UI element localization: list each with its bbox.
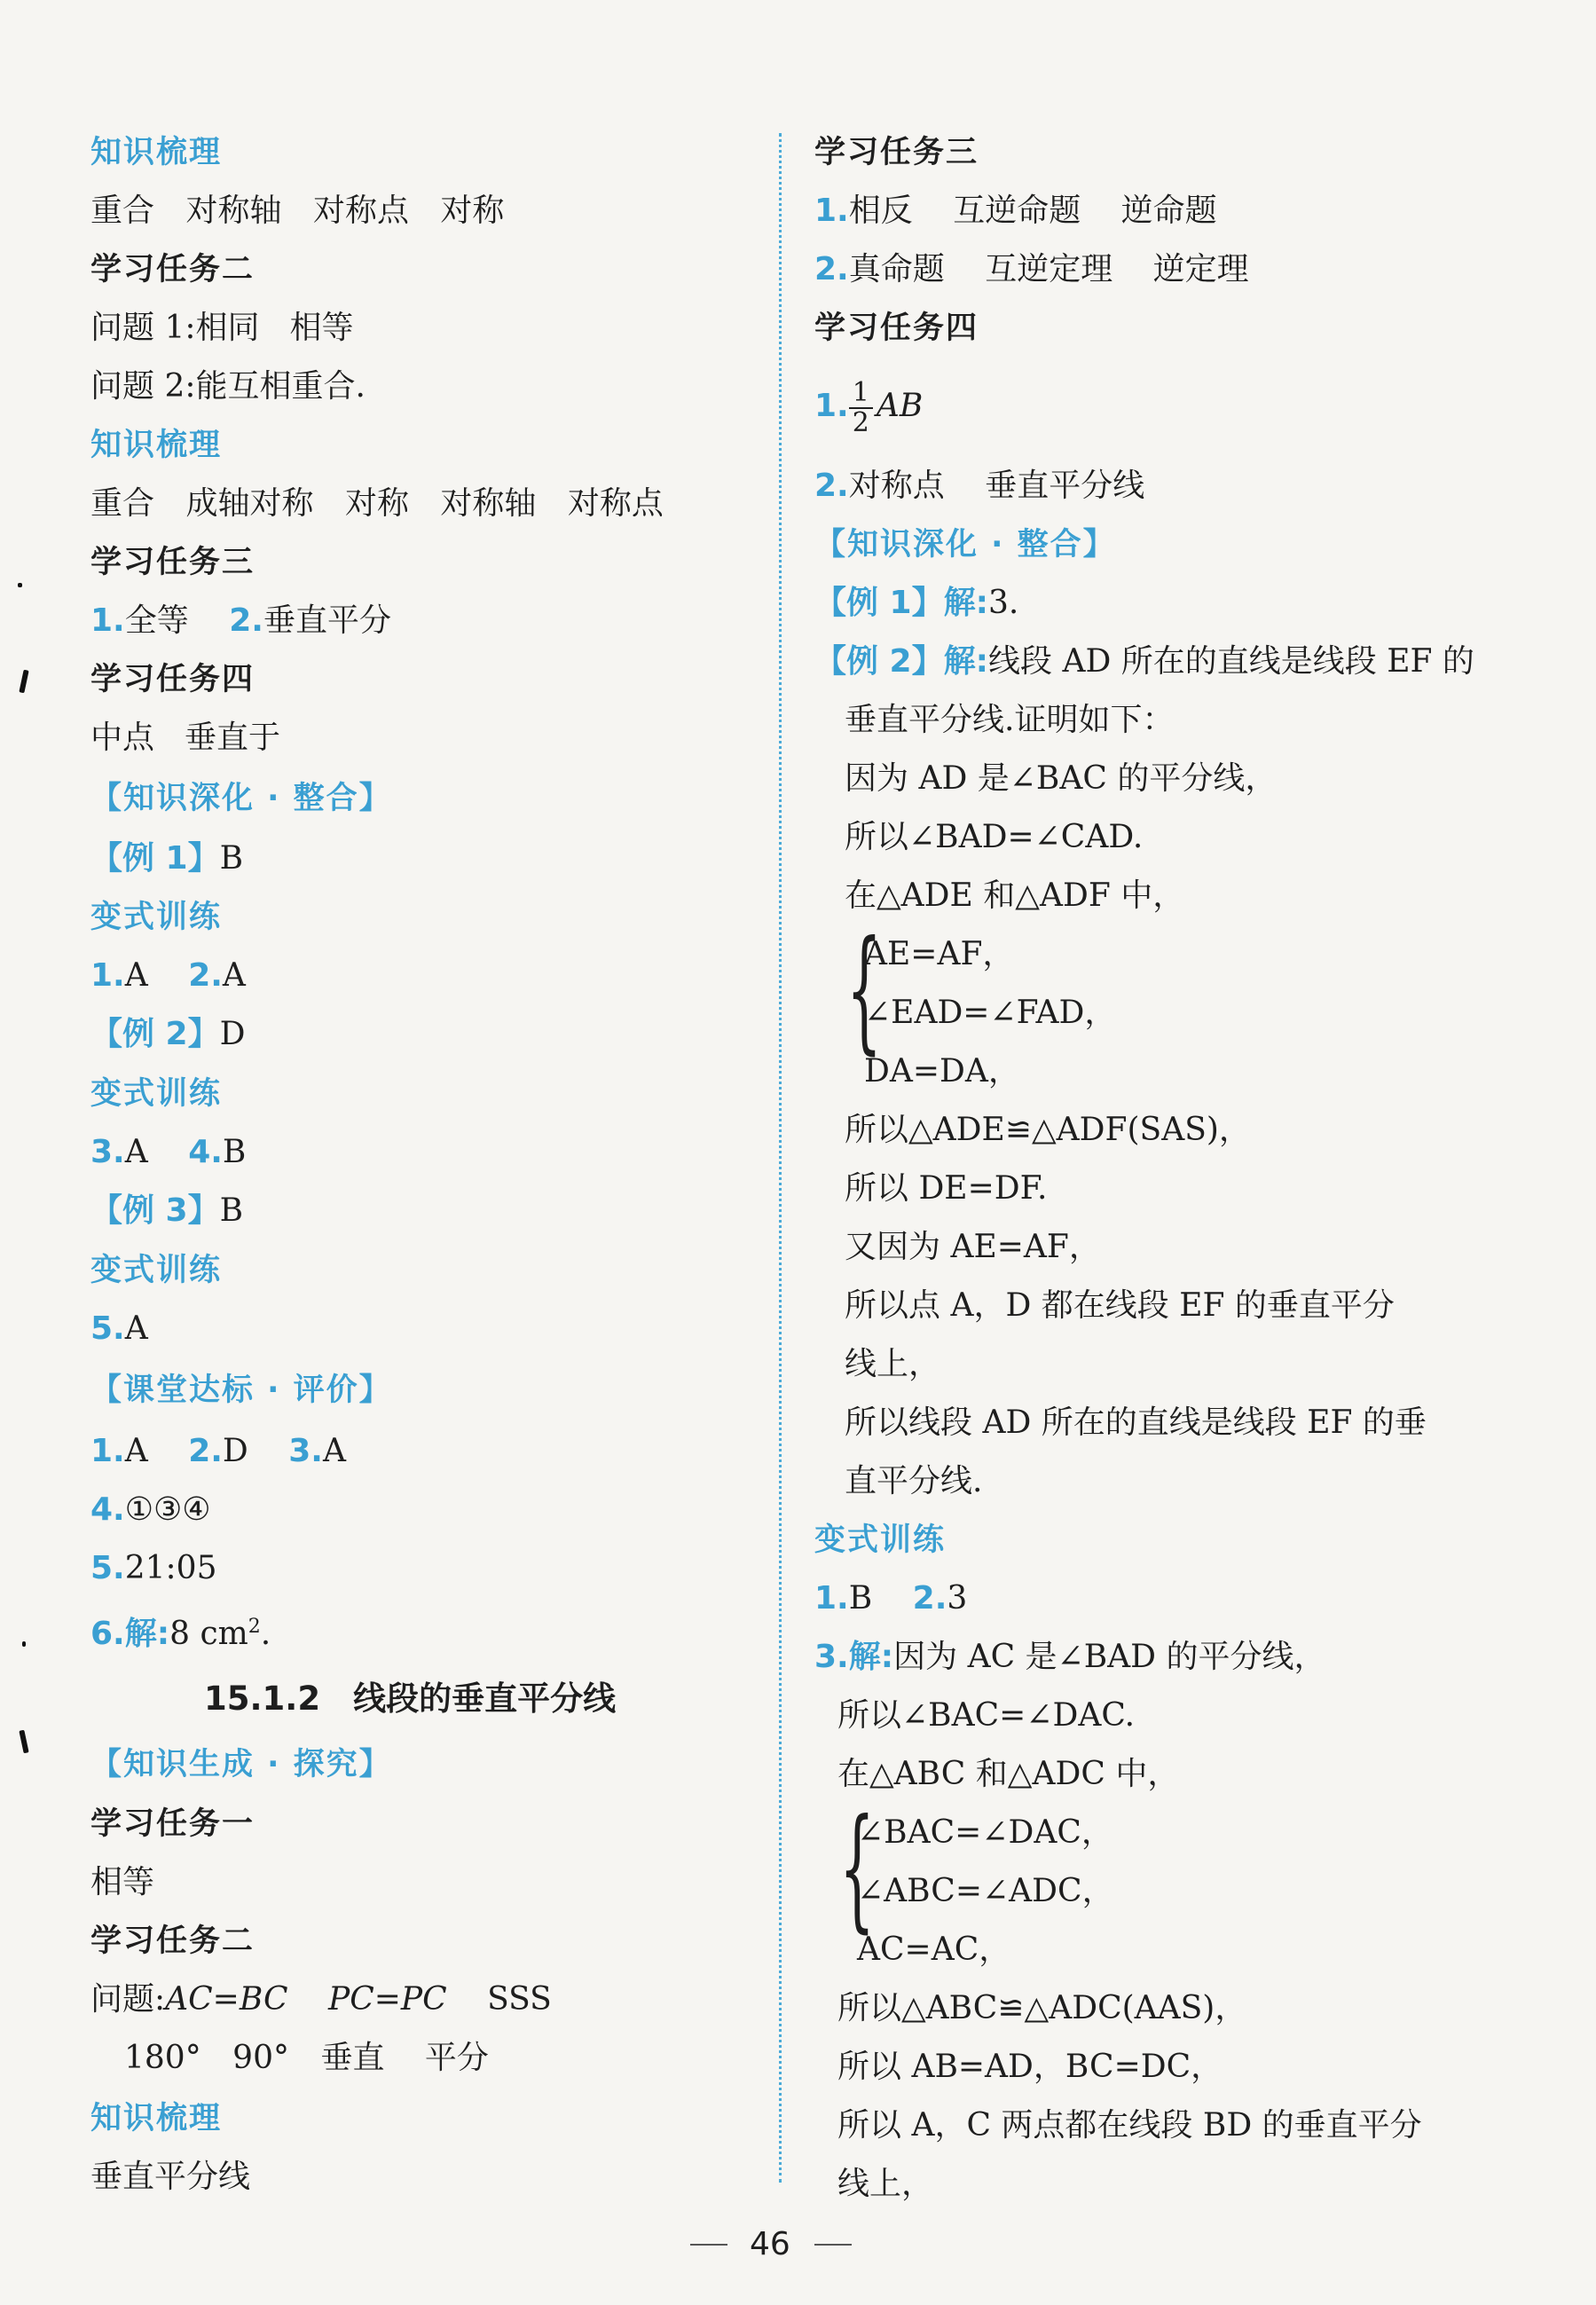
section-label: 【知识深化 · 整合】 — [814, 527, 1116, 562]
proof-line: AE=AF， — [864, 936, 1015, 972]
task-heading: 学习任务三 — [90, 545, 256, 580]
answer: 对称 — [440, 193, 505, 229]
proof-line: ∠ABC=∠ADC， — [857, 1873, 1114, 1909]
answer: PC=PC — [327, 1981, 447, 2018]
answer: A — [124, 957, 148, 994]
answer: 对称点 — [848, 468, 945, 504]
answer: 重合 — [90, 193, 155, 229]
answer: 真命题 — [848, 251, 945, 287]
proof-line: 所以∠BAD=∠CAD. — [845, 819, 1144, 855]
item-number: 4. — [188, 1134, 223, 1170]
margin-speck — [18, 583, 22, 587]
solution-label: 解: — [943, 585, 988, 621]
item-number: 1. — [90, 602, 125, 639]
footer-rule — [814, 2244, 852, 2246]
answer-line — [90, 1432, 346, 1471]
item-number: 6.解: — [90, 1616, 170, 1652]
item-number: 3.解: — [814, 1639, 894, 1675]
page-number: 46 — [750, 2226, 790, 2262]
answer: D — [222, 1433, 248, 1469]
item-number: 1. — [90, 1433, 125, 1469]
proof-line: 所以线段 AD 所在的直线是线段 EF 的垂 — [845, 1404, 1427, 1441]
answer: B — [219, 1192, 244, 1229]
answer-line — [814, 192, 1217, 231]
section-label: 变式训练 — [814, 1522, 947, 1558]
lesson-heading: 15.1.2 线段的垂直平分线 — [204, 1680, 617, 1718]
answer: 8 cm — [169, 1616, 248, 1652]
proof-line: ∠EAD=∠FAD， — [864, 995, 1117, 1031]
item-number: 2. — [188, 1433, 223, 1469]
task-heading: 学习任务二 — [90, 252, 256, 287]
answer-line — [814, 250, 1249, 289]
answer: 问题: — [90, 1981, 166, 2018]
answer-line — [90, 1980, 552, 2019]
margin-speck — [19, 1730, 28, 1754]
example-tag: 【例 2】 — [90, 1016, 220, 1052]
item-number: 2. — [188, 957, 223, 994]
answer: 对称点 — [567, 485, 664, 522]
answer: 中点 — [90, 720, 155, 756]
answer-line — [90, 1192, 243, 1231]
answer: 对称 — [344, 485, 409, 522]
answer: 对称轴 — [440, 485, 537, 522]
answer: D — [219, 1016, 246, 1052]
answer: 平分 — [424, 2040, 489, 2076]
proof-line: 在△ABC 和△ADC 中， — [837, 1756, 1180, 1792]
answer-line — [90, 956, 246, 995]
answer-line — [90, 1310, 148, 1349]
task-heading: 学习任务三 — [814, 135, 979, 170]
answer: . — [260, 1616, 271, 1652]
answer: 垂直 — [320, 2040, 385, 2076]
left-brace: { — [839, 1791, 876, 1946]
proof-text: 线段 AD 所在的直线是线段 EF 的 — [988, 643, 1474, 680]
answer: 对称点 — [312, 193, 409, 229]
answer: 相等 — [289, 310, 354, 346]
proof-line: 所以点 A，D 都在线段 EF 的垂直平分 — [845, 1287, 1395, 1324]
answer: A — [124, 1310, 148, 1347]
answer-line — [814, 642, 1474, 681]
proof-line: AC=AC， — [857, 1931, 1011, 1968]
answer: 全等 — [124, 602, 189, 639]
answer-line: 垂直平分线 — [90, 2159, 251, 2195]
margin-speck — [19, 670, 28, 694]
item-number: 3. — [288, 1433, 323, 1469]
example-tag: 【例 1】 — [90, 840, 220, 877]
section-label: 变式训练 — [90, 1253, 223, 1288]
answer-line — [90, 839, 243, 878]
answer: A — [222, 957, 246, 994]
proof-line: 因为 AD 是∠BAC 的平分线， — [845, 760, 1278, 797]
answer-line — [90, 1549, 216, 1588]
proof-line: 所以△ADE≌△ADF(SAS)， — [845, 1112, 1251, 1148]
answer: 垂直于 — [185, 720, 281, 756]
answer: 互逆定理 — [985, 251, 1113, 287]
item-number: 1. — [814, 388, 849, 424]
answer: A — [124, 1134, 148, 1170]
item-number: 3. — [90, 1134, 125, 1170]
proof-line: 所以∠BAC=∠DAC. — [837, 1697, 1136, 1734]
answer-line — [90, 602, 391, 641]
item-number: 5. — [90, 1550, 125, 1586]
item-number: 2. — [912, 1580, 947, 1617]
answer: 互逆命题 — [953, 193, 1081, 229]
task-heading: 学习任务四 — [814, 311, 979, 346]
proof-text: 因为 AC 是∠BAD 的平分线， — [893, 1639, 1326, 1675]
answer: 垂直平分线 — [985, 468, 1145, 504]
solution-label: 解: — [943, 643, 988, 680]
margin-speck — [22, 1641, 26, 1647]
proof-line: 又因为 AE=AF， — [845, 1229, 1101, 1265]
answer: 重合 — [90, 485, 155, 522]
answer: AC=BC — [165, 1981, 288, 2018]
answer-line — [90, 1491, 211, 1530]
answer: 相反 — [848, 193, 913, 229]
answer-line — [814, 1638, 1325, 1677]
proof-line: 线上， — [845, 1346, 941, 1382]
answer: 对称轴 — [185, 193, 282, 229]
answer-line — [90, 1133, 246, 1172]
section-label: 变式训练 — [90, 1076, 223, 1112]
answer: SSS — [487, 1981, 552, 2018]
answer: 垂直平分 — [263, 602, 391, 639]
item-number: 2. — [814, 468, 849, 504]
proof-line: 所以 A，C 两点都在线段 BD 的垂直平分 — [837, 2107, 1422, 2144]
proof-line: DA=DA， — [864, 1053, 1020, 1090]
answer-line — [90, 192, 504, 231]
answer-line: 相等 — [90, 1864, 155, 1900]
proof-line: ∠BAC=∠DAC， — [857, 1814, 1113, 1851]
answer-line — [90, 309, 354, 348]
column-divider — [779, 133, 782, 2183]
answer-line: 问题 2:能互相重合. — [90, 368, 366, 405]
answer: 成轴对称 — [185, 485, 314, 522]
answer-line — [814, 367, 923, 445]
answer: 21:05 — [124, 1550, 217, 1586]
example-tag: 【例 1】 — [814, 585, 944, 621]
item-number: 4. — [90, 1491, 125, 1528]
answer-line — [814, 584, 1018, 623]
example-tag: 【例 2】 — [814, 643, 944, 680]
proof-line: 所以 DE=DF. — [845, 1170, 1048, 1207]
answer: 180° — [124, 2040, 201, 2076]
answer: B — [848, 1580, 873, 1617]
proof-line: 所以△ABC≌△ADC(AAS)， — [837, 1990, 1247, 2026]
answer-line — [90, 1608, 271, 1654]
superscript: 2 — [248, 1616, 261, 1638]
example-tag: 【例 3】 — [90, 1192, 220, 1229]
answer: AB — [876, 388, 924, 424]
numerator: 1 — [849, 379, 873, 409]
section-label: 知识梳理 — [90, 135, 223, 170]
left-brace: { — [846, 913, 883, 1067]
answer: 90° — [232, 2040, 289, 2076]
answer: ①③④ — [124, 1491, 211, 1528]
answer: 3 — [947, 1580, 968, 1617]
footer-rule — [690, 2244, 727, 2246]
section-label: 【知识深化 · 整合】 — [90, 781, 392, 816]
answer-line — [814, 467, 1144, 506]
task-heading: 学习任务一 — [90, 1806, 256, 1842]
answer-line — [90, 1015, 245, 1054]
fraction — [849, 379, 873, 437]
section-label: 【课堂达标 · 评价】 — [90, 1373, 392, 1408]
answer-line — [90, 719, 280, 758]
item-number: 1. — [90, 957, 125, 994]
answer: 3. — [988, 585, 1019, 621]
item-number: 5. — [90, 1310, 125, 1347]
item-number: 1. — [814, 1580, 849, 1617]
answer: 逆命题 — [1120, 193, 1217, 229]
proof-line: 线上， — [837, 2166, 934, 2202]
answer: 逆定理 — [1152, 251, 1249, 287]
answer: A — [322, 1433, 346, 1469]
item-number: 1. — [814, 193, 849, 229]
section-label: 变式训练 — [90, 900, 223, 935]
answer: 问题 1:相同 — [90, 310, 260, 346]
proof-line: 所以 AB=AD，BC=DC， — [837, 2049, 1223, 2085]
denominator: 2 — [852, 407, 869, 438]
proof-line: 直平分线. — [845, 1463, 983, 1499]
item-number: 2. — [814, 251, 849, 287]
proof-line: 在△ADE 和△ADF 中， — [845, 877, 1185, 914]
answer: A — [124, 1433, 148, 1469]
answer-line — [124, 2039, 489, 2078]
item-number: 2. — [229, 602, 263, 639]
task-heading: 学习任务二 — [90, 1923, 256, 1959]
section-label: 知识梳理 — [90, 2101, 223, 2136]
task-heading: 学习任务四 — [90, 662, 256, 697]
answer: B — [222, 1134, 247, 1170]
answer-line — [814, 1579, 967, 1618]
section-label: 知识梳理 — [90, 428, 223, 463]
proof-line: 垂直平分线.证明如下： — [845, 702, 1175, 738]
answer-line — [90, 484, 664, 523]
answer: B — [219, 840, 244, 877]
section-label: 【知识生成 · 探究】 — [90, 1747, 392, 1782]
